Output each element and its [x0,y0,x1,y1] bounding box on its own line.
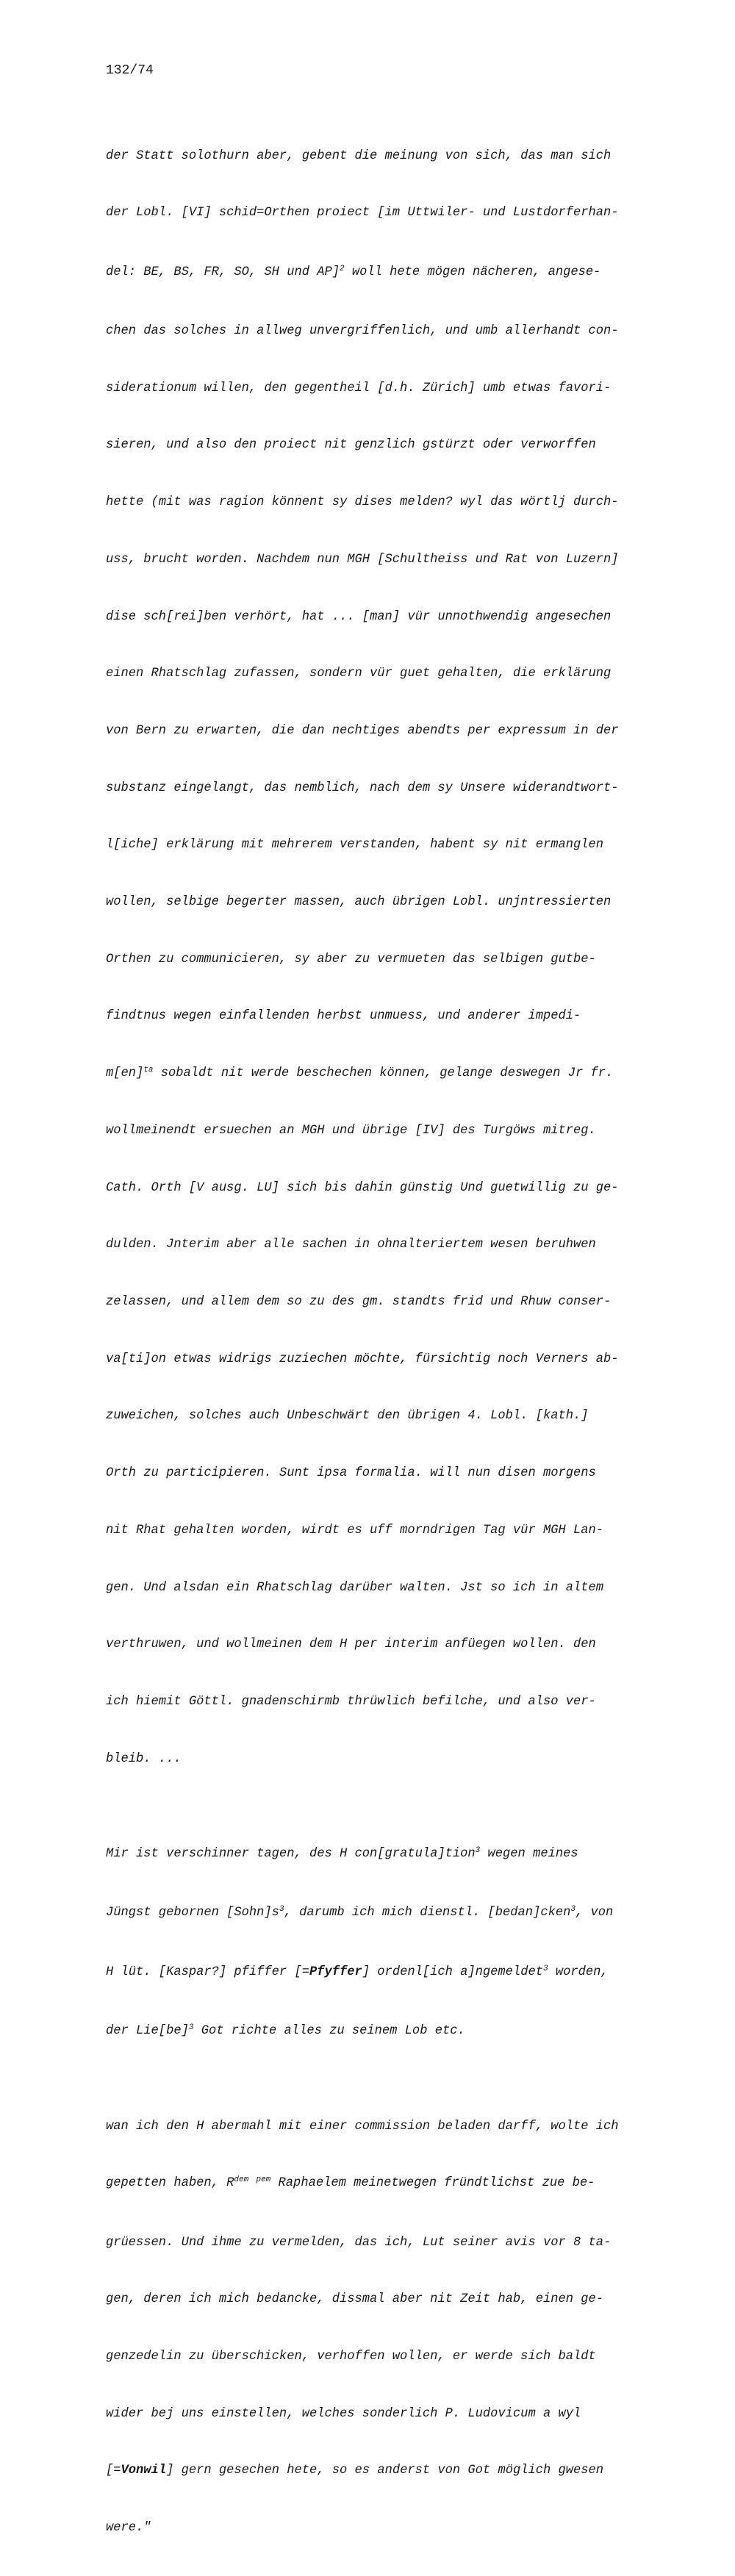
text-line: were." [106,2521,151,2536]
superscript: pem [256,2175,271,2185]
footnote-marker: 3 [570,1905,576,1915]
superscript: dem [234,2175,249,2185]
text-line [106,2022,679,2041]
text-line [106,1064,679,1083]
text-line: genzedelin zu überschicken, verhoffen wollen, er werde sich baldt [106,2350,596,2364]
footnote-marker: 3 [279,1905,284,1915]
text-run: woll hete mögen nächeren, angese- [344,265,601,279]
text-line: wollmeinendt ersuechen an MGH und übrige [IV] des Turgöws mitreg. [106,1123,596,1138]
text-run: , von [575,1906,614,1920]
text-run: Got richte alles zu seinem Lob etc. [193,2024,465,2039]
text-line: der Statt solothurn aber, gebent die meinung von sich, das man sich [106,148,612,163]
text-line: va[ti]on etwas widrigs zuziechen möchte, fürsichtig noch Verners ab- [106,1352,619,1366]
text-line: zelassen, und allem dem so zu des gm. standts frid und Rhuw conser- [106,1295,612,1309]
text-line: chen das solches in allweg unvergriffenlich, und umb allerhandt con- [106,324,619,339]
page-number: 132/74 [106,63,154,78]
text-line: uss, brucht worden. Nachdem nun MGH [Schultheiss und Rat von Luzern] [106,552,619,567]
text-run: sobaldt nit werde beschechen können, gelange deswegen Jr fr. [153,1066,614,1081]
text-line [106,2174,679,2195]
text-line: siderationum willen, den gegentheil [d.h. Zürich] umb etwas favori- [106,381,612,395]
text-run: ] ordenl[ich a]ngemeldet [362,1965,543,1979]
document-body [106,90,679,2576]
text-line: Orth zu participieren. Sunt ipsa formalia. will nun disen morgens [106,1466,596,1481]
text-line: gen, deren ich mich bedancke, dissmal aber nit Zeit hab, einen ge- [106,2292,604,2307]
text-run: , darumb ich mich dienstl. [bedan]cken [284,1906,571,1920]
text-line [106,1963,679,1984]
footnote-marker: 3 [475,1846,481,1856]
text-run: der Lie[be] [106,2024,189,2039]
text-line [106,263,679,284]
text-line [106,2461,679,2480]
footnote-marker: 3 [188,2023,194,2033]
text-line: verthruwen, und wollmeinen dem H per interim anfüegen wollen. den [106,1637,596,1652]
text-line: ich hiemit Göttl. gnadenschirmb thrüwlich befilche, und also ver- [106,1694,596,1709]
footnote-marker: 2 [340,264,345,273]
text-run: wegen meines [480,1847,578,1862]
text-line: wollen, selbige begerter massen, auch übrigen Lobl. unjntressierten [106,895,612,910]
text-run: del: BE, BS, FR, SO, SH und AP] [106,265,340,279]
text-run: Mir ist verschinner tagen, des H con[gratula]tion [106,1847,476,1862]
bold-name: Pfyffer [309,1965,362,1979]
text-line: gen. Und alsdan ein Rhatschlag darüber walten. Jst so ich in altem [106,1580,604,1595]
text-run: H lüt. [Kaspar?] pfiffer [= [106,1965,309,1979]
text-line [106,1845,679,1866]
text-line: grüessen. Und ihme zu vermelden, das ich, Lut seiner avis vor 8 ta- [106,2235,612,2250]
text-line: einen Rhatschlag zufassen, sondern vür guet gehalten, die erklärung [106,667,612,681]
text-line: wan ich den H abermahl mit einer commission beladen darff, wolte ich [106,2119,619,2134]
text-run: Jüngst gebornen [Sohn]s [106,1906,279,1920]
text-line: zuweichen, solches auch Unbeschwärt den übrigen 4. Lobl. [kath.] [106,1409,589,1424]
text-line: l[iche] erklärung mit mehrerem verstanden, habent sy nit ermanglen [106,838,604,853]
text-line: der Lobl. [VI] schid=Orthen proiect [im Uttwiler- und Lustdorferhan- [106,206,619,220]
text-line: bleib. ... [106,1751,182,1766]
bold-name: Vonwil [121,2464,167,2478]
text-run: [= [106,2464,121,2478]
text-run: gepetten haben, R [106,2176,234,2191]
text-line: von Bern zu erwarten, die dan nechtiges abendts per expressum in der [106,723,619,738]
text-line [106,1904,679,1925]
text-line: sieren, und also den proiect nit genzlich gstürzt oder verworffen [106,438,596,453]
text-line: dise sch[rei]ben verhört, hat ... [man] vür unnothwendig angesechen [106,609,612,624]
text-line: nit Rhat gehalten worden, wirdt es uff morndrigen Tag vür MGH Lan- [106,1523,604,1538]
text-line: hette (mit was ragion könnent sy dises melden? wyl das wörtlj durch- [106,495,619,510]
text-line: substanz eingelangt, das nemblich, nach dem sy Unsere widerandtwort- [106,781,619,795]
text-run: Raphaelem meinetwegen fründtlichst zue be- [270,2176,595,2191]
text-run [248,2176,256,2190]
text-line: findtnus wegen einfallenden herbst unmuess, und anderer impedi- [106,1009,581,1024]
text-line: Cath. Orth [V ausg. LU] sich bis dahin günstig Und guetwillig zu ge- [106,1180,619,1195]
footnote-marker: 3 [542,1964,548,1973]
text-run: m[en] [106,1066,144,1081]
text-line: wider bej uns einstellen, welches sonderlich P. Ludovicum a wyl [106,2406,581,2421]
superscript: ta [143,1066,154,1075]
text-line: dulden. Jnterim aber alle sachen in ohnalteriertem wesen beruhwen [106,1238,596,1252]
text-run: ] gern gesechen hete, so es anderst von Got möglich gwesen [166,2464,604,2478]
text-run: worden, [548,1965,609,1979]
text-line: Orthen zu communicieren, sy aber zu vermueten das selbigen gutbe- [106,952,596,966]
